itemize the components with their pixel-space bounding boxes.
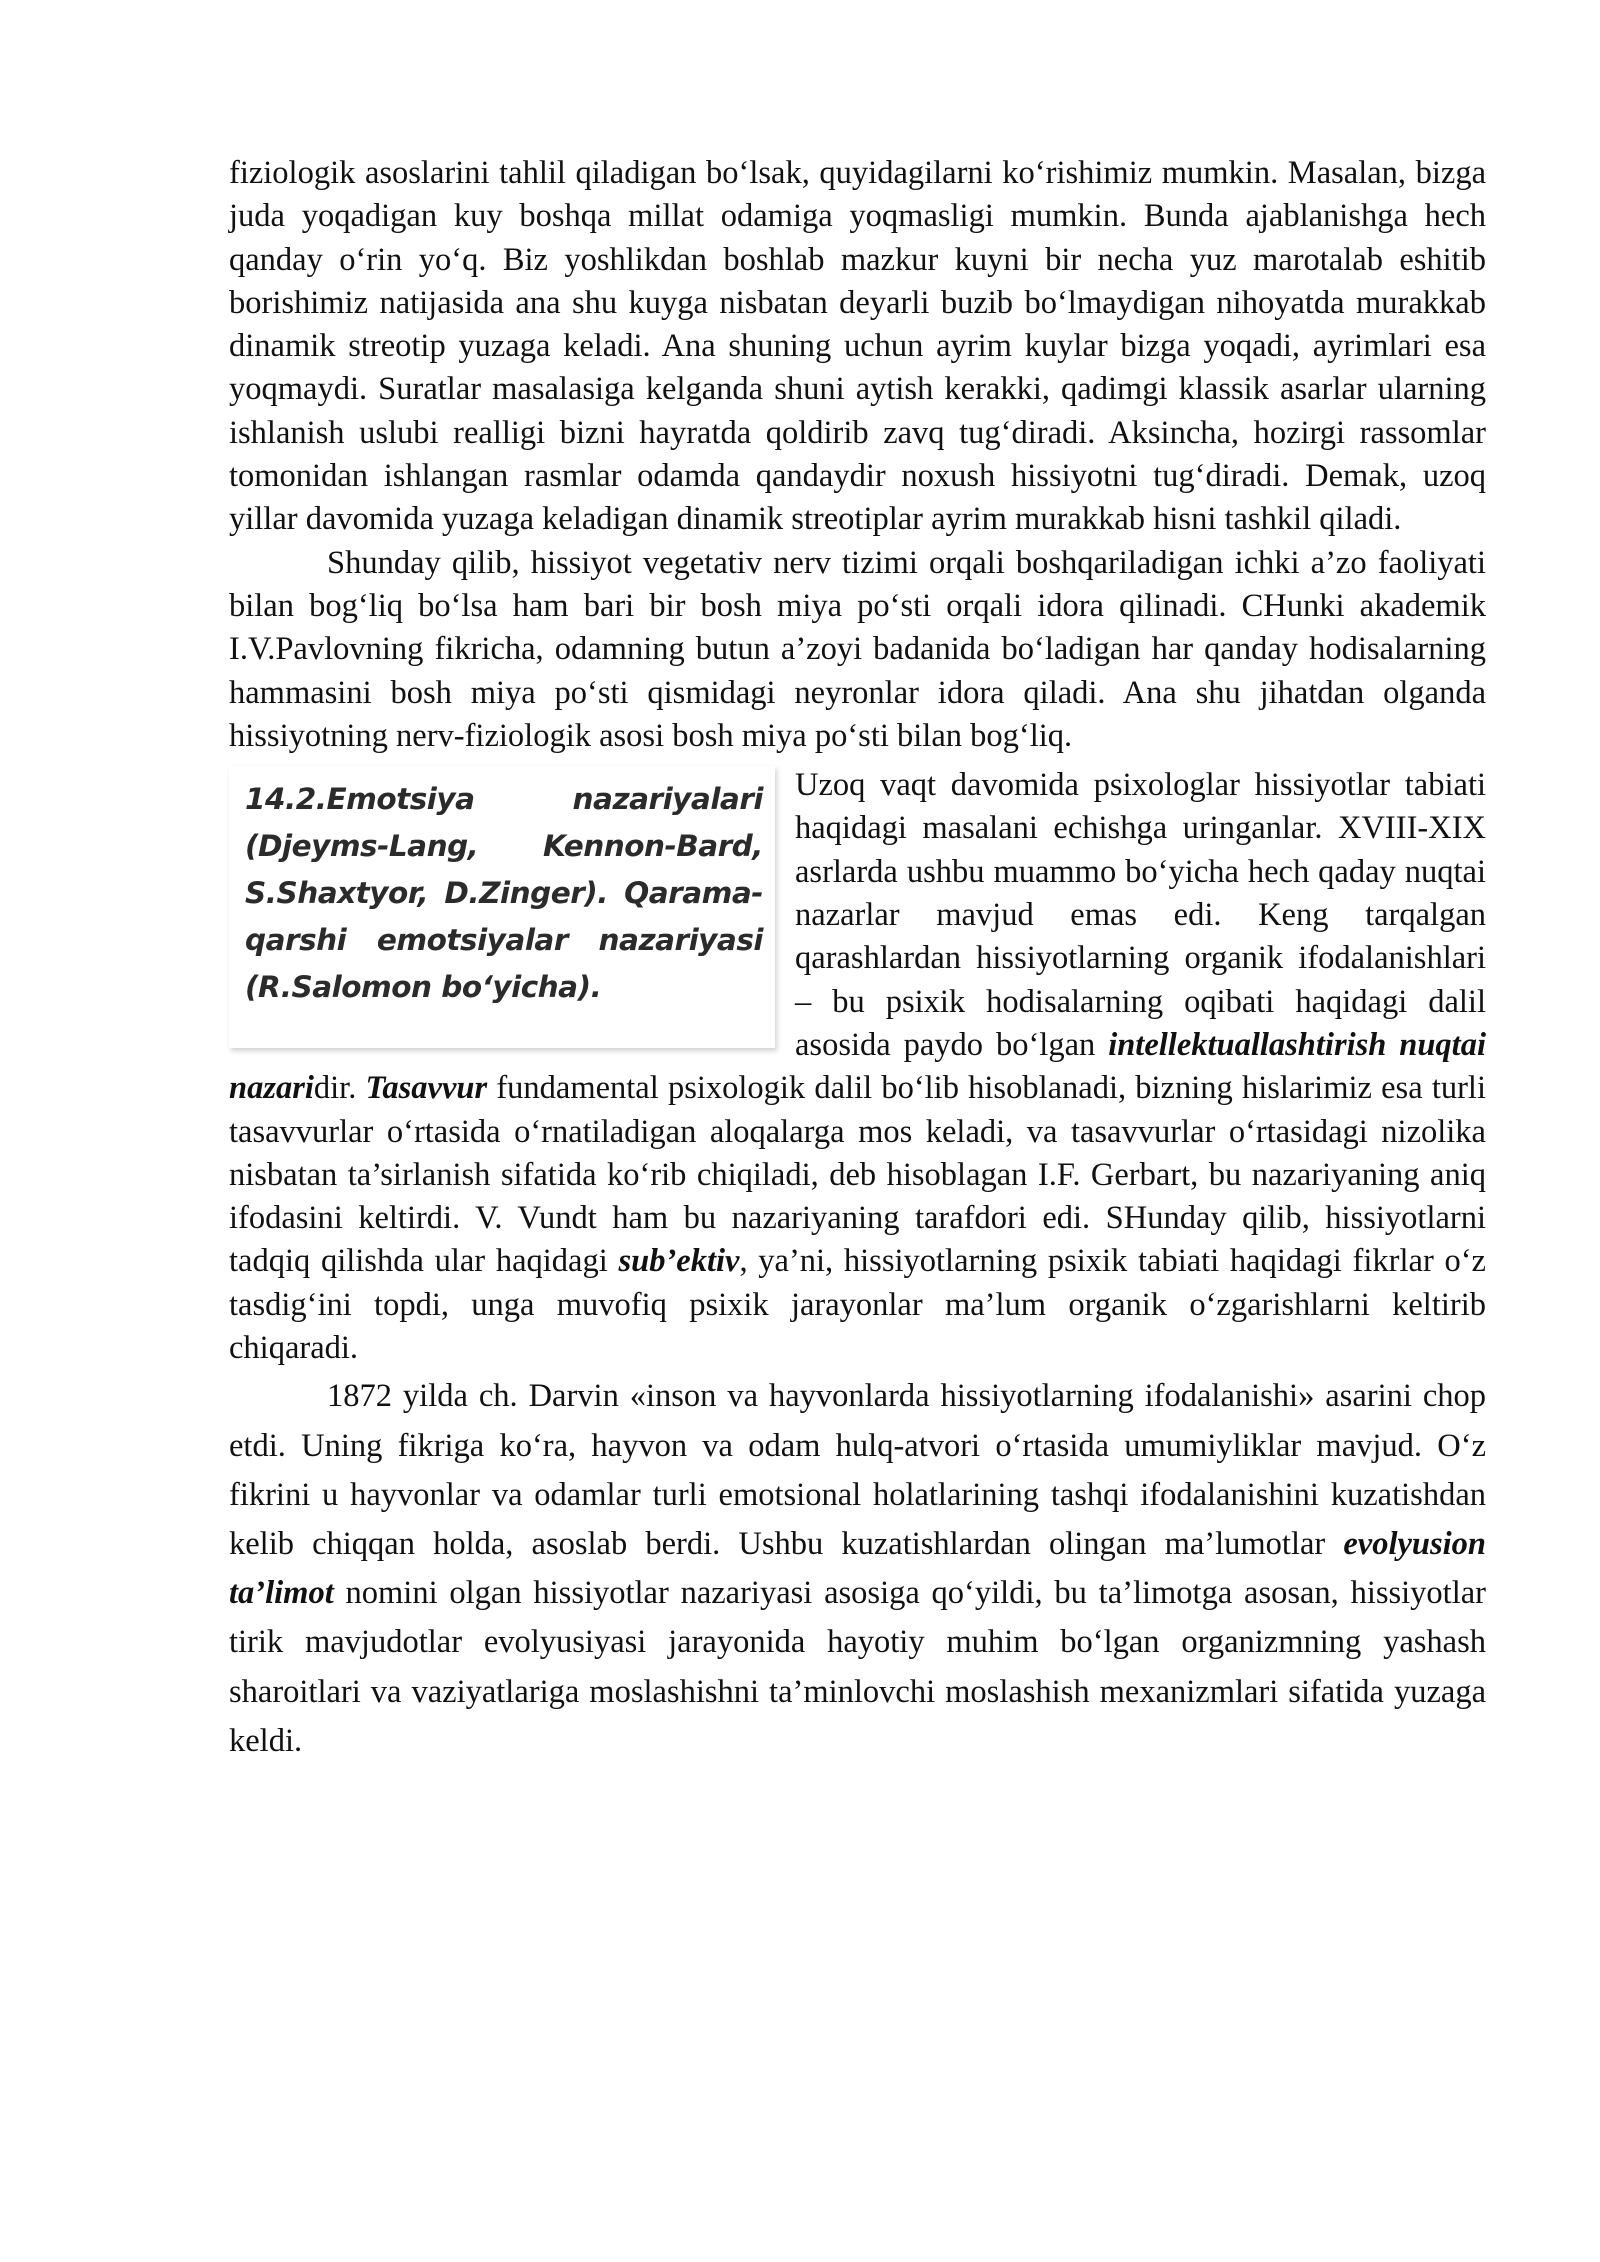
- paragraph-vegetative-nerve: Shunday qilib, hissiyot vegetativ nerv tizimi orqali boshqariladigan ichki a’zo faoliyati bilan bog‘liq bo‘lsa ham bari bir bosh miya po‘sti orqali idora qilinadi. CHunki akademik I.V.Pavlovning fikricha, odamning butun a’zoyi badanida bo‘ladigan har qanday hodisalarning hammasini bosh miya po‘sti qismidagi neyronlar idora qiladi. Ana shu jihatdan olganda hissiyotning nerv-fiziologik asosi bosh miya po‘sti bilan bog‘liq.: [229, 544, 1486, 754]
- section-14-2: [229, 758, 1486, 1370]
- paragraph-darwin-text-2: nomini olgan hissiyotlar nazariyasi asosiga qo‘yildi, bu ta’limotga asosan, hissiyotlar tirik mavjudotlar evolyusiyasi jarayonida hayotiy muhim bo‘lgan organizmning yashash sharoitlari va vaziyatlariga moslashishni ta’minlovchi moslashish mexanizmlari sifatida yuzaga keldi.: [229, 1575, 1486, 1759]
- paragraph-darwin-text-1: 1872 yilda ch. Darvin «inson va hayvonlarda hissiyotlarning ifodalanishi» asarini chop etdi. Uning fikriga ko‘ra, hayvon va odam hulq-atvori o‘rtasida umumiyliklar mavjud. O‘z fikrini u hayvonlar va odamlar turli emotsional holatlarining tashqi ifodalanishini kuzatishdan kelib chiqqan holda, asoslab berdi. Ushbu kuzatishlardan olingan ma’lumotlar: [229, 1378, 1486, 1562]
- paragraph-physiology: fiziologik asoslarini tahlil qiladigan bo‘lsak, quyidagilarni ko‘rishimiz mumkin. Masalan, bizga juda yoqadigan kuy boshqa millat odamiga yoqmasligi mumkin. Bunda ajablanishga hech qanday o‘rin yo‘q. Biz yoshlikdan boshlab mazkur kuyni bir necha yuz marotalab eshitib borishimiz natijasida ana shu kuyga nisbatan deyarli buzib bo‘lmaydigan nihoyatda murakkab dinamik streotip yuzaga keladi. Ana shuning uchun ayrim kuylar bizga yoqadi, ayrimlari esa yoqmaydi. Suratlar masalasiga kelganda shuni aytish kerakki, qadimgi klassik asarlar ularning ishlanish uslubi realligi bizni hayratda qoldirib zavq tug‘diradi. Aksincha, hozirgi rassomlar tomonidan ishlangan rasmlar odamda qandaydir noxush hissiyotni tug‘diradi. Demak, uzoq yillar davomida yuzaga keladigan dinamik streotiplar ayrim murakkab hisni tashkil qiladi.: [229, 155, 1486, 538]
- term-subjective: sub’ektiv: [618, 1243, 740, 1280]
- section-heading-box: [229, 766, 775, 1048]
- section-heading: 14.2.Emotsiya nazariyalari (Djeyms-Lang, Kennon-Bard, S.Shaxtyor, D.Zinger). Qarama-qarshi emotsiyalar nazariyasi (R.Salomon bo‘yicha).: [245, 782, 763, 1005]
- term-evolutionary-theory: evolyusion ta’limot: [229, 1525, 1486, 1612]
- term-tasavvur: Tasavvur: [365, 1070, 488, 1107]
- paragraph-theories-text-1: Uzoq vaqt davomida psixologlar hissiyotlar tabiati haqidagi masalani echishga uringanlar. XVIII-XIX asrlarda ushbu muammo bo‘yicha hech qaday nuqtai nazarlar mavjud emas edi. Keng tarqalgan qarashlardan hissiyotlarning organik ifodalanishlari – bu psixik hodisalarning oqibati haqidagi dalil asosida paydo bo‘lgan: [795, 767, 1486, 1063]
- paragraph-theories-text-4: , ya’ni, hissiyotlarning psixik tabiati haqidagi fikrlar o‘z tasdig‘ini topdi, unga muvofiq psixik jarayonlar ma’lum organik o‘zgarishlarni keltirib chiqaradi.: [229, 1243, 1486, 1367]
- paragraph-theories-text-2: dir.: [313, 1070, 366, 1107]
- document-page: [229, 152, 1486, 1766]
- paragraph-theories-text-3: fundamental psixologik dalil bo‘lib hisoblanadi, bizning hislarimiz esa turli tasavvurlar o‘rtasida o‘rnatiladigan aloqalarga mos keladi, va tasavvurlar o‘rtasidagi nizolika nisbatan ta’sirlanish sifatida ko‘rib chiqiladi, deb hisoblagan I.F. Gerbart, bu nazariyaning aniq ifodasini keltirdi. V. Vundt ham bu nazariyaning tarafdori edi. SHunday qilib, hissiyotlarni tadqiq qilishda ular haqidagi: [229, 1070, 1486, 1280]
- paragraph-darwin: [229, 1372, 1486, 1766]
- term-intellectualization: intellektuallashtirish nuqtai nazari: [229, 1026, 1486, 1107]
